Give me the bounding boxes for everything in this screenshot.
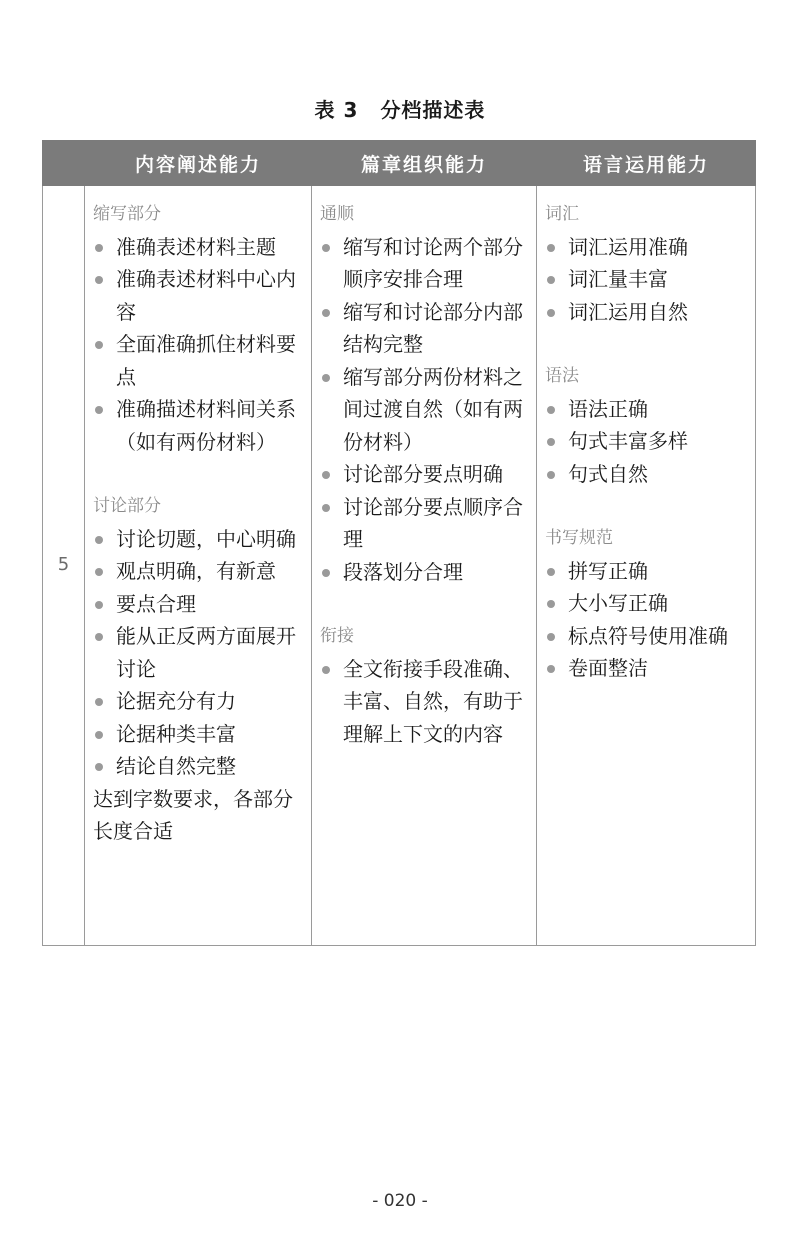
section-title-vocabulary: 词汇	[545, 204, 579, 224]
section-title-summary: 缩写部分	[93, 204, 161, 224]
table-row	[43, 186, 756, 946]
list-item: 准确表述材料主题	[93, 231, 305, 264]
list-item: 观点明确，有新意	[93, 555, 305, 588]
header-organization-ability: 篇章组织能力	[312, 141, 537, 186]
content-ability-cell	[85, 186, 312, 946]
list-item: 要点合理	[93, 588, 305, 621]
section-title-writing-norms: 书写规范	[545, 528, 613, 548]
list-item: 段落划分合理	[320, 556, 530, 589]
list-item: 全面准确抓住材料要点	[93, 328, 305, 393]
list-item: 论据种类丰富	[93, 718, 305, 751]
section-title-grammar: 语法	[545, 366, 579, 386]
list-item: 句式丰富多样	[545, 425, 749, 458]
list-item: 全文衔接手段准确、丰富、自然，有助于理解上下文的内容	[320, 653, 530, 751]
section-title-cohesion: 衔接	[320, 626, 354, 646]
list-item: 讨论切题，中心明确	[93, 523, 305, 556]
cohesion-criteria-list	[320, 653, 530, 751]
summary-criteria-list	[93, 231, 305, 459]
list-item: 句式自然	[545, 458, 749, 491]
list-item: 讨论部分要点顺序合理	[320, 491, 530, 556]
header-content-ability: 内容阐述能力	[85, 141, 312, 186]
table-title: 分档描述表	[380, 98, 486, 122]
list-item: 卷面整洁	[545, 652, 749, 685]
list-item: 准确表述材料中心内容	[93, 263, 305, 328]
list-item: 讨论部分要点明确	[320, 458, 530, 491]
section-title-discussion: 讨论部分	[93, 496, 161, 516]
writing-norms-criteria-list	[545, 555, 749, 685]
list-item: 缩写和讨论两个部分顺序安排合理	[320, 231, 530, 296]
list-item: 大小写正确	[545, 587, 749, 620]
grading-table	[42, 140, 756, 946]
list-item: 语法正确	[545, 393, 749, 426]
list-item: 缩写和讨论部分内部结构完整	[320, 296, 530, 361]
list-item: 准确描述材料间关系（如有两份材料）	[93, 393, 305, 458]
language-ability-cell	[537, 186, 756, 946]
table-caption	[0, 94, 800, 123]
fluency-criteria-list	[320, 231, 530, 589]
vocabulary-criteria-list	[545, 231, 749, 329]
list-item: 结论自然完整	[93, 750, 305, 783]
page-number: - 020 -	[372, 1191, 428, 1211]
discussion-criteria-list	[93, 523, 305, 783]
list-item: 缩写部分两份材料之间过渡自然（如有两份材料）	[320, 361, 530, 459]
table-number: 表 3	[314, 98, 359, 122]
list-item: 能从正反两方面展开讨论	[93, 620, 305, 685]
grammar-criteria-list	[545, 393, 749, 491]
list-item: 词汇运用准确	[545, 231, 749, 264]
list-item: 词汇量丰富	[545, 263, 749, 296]
header-language-ability: 语言运用能力	[537, 141, 756, 186]
list-item: 拼写正确	[545, 555, 749, 588]
header-corner	[43, 141, 85, 186]
header-row	[43, 141, 756, 186]
level-cell: 5	[43, 186, 85, 946]
section-title-fluency: 通顺	[320, 204, 354, 224]
organization-ability-cell	[312, 186, 537, 946]
list-item: 标点符号使用准确	[545, 620, 749, 653]
word-count-note: 达到字数要求，各部分长度合适	[93, 786, 293, 843]
list-item: 词汇运用自然	[545, 296, 749, 329]
list-item: 论据充分有力	[93, 685, 305, 718]
